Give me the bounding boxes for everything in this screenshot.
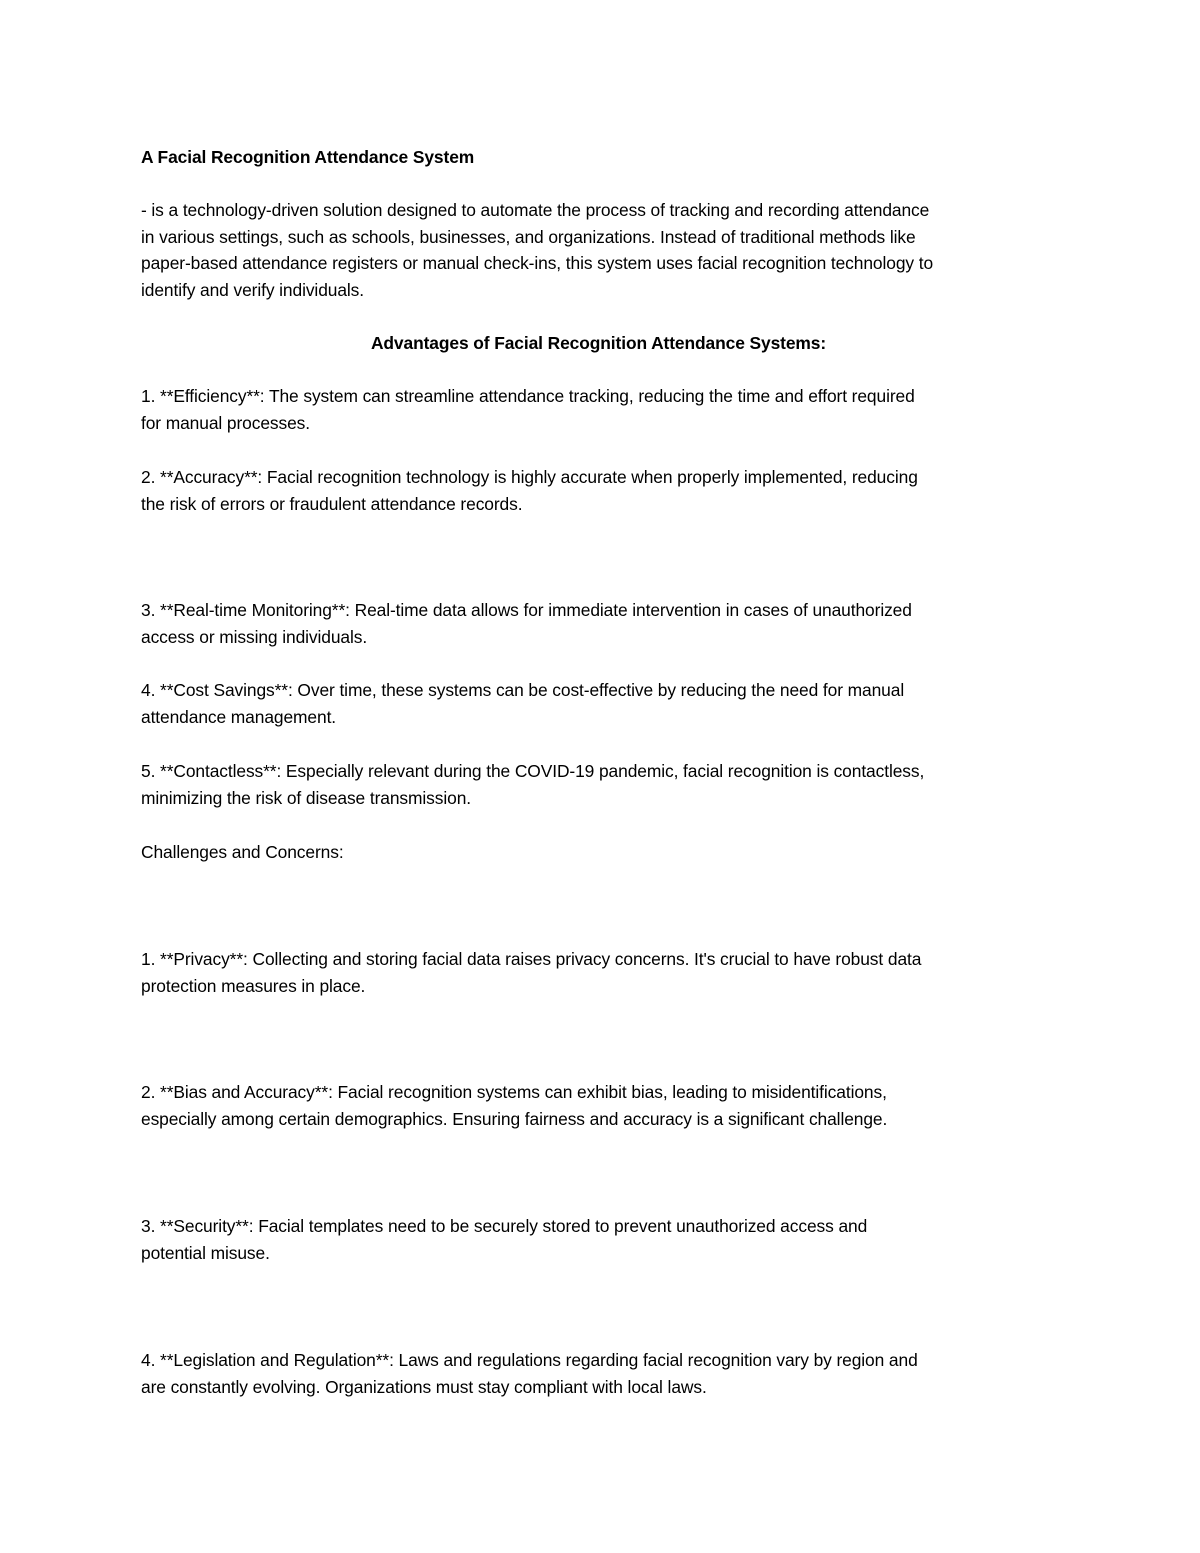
- advantage-item-contactless: [141, 758, 924, 811]
- intro-line: - is a technology-driven solution designed to automate the process of tracking and recording attendance: [141, 200, 930, 220]
- list-item-line: 2. **Accuracy**: Facial recognition technology is highly accurate when properly implemented, reducing: [141, 467, 918, 487]
- challenge-item-security: [141, 1213, 867, 1266]
- intro-paragraph: [141, 197, 933, 303]
- list-item-line: access or missing individuals.: [141, 626, 368, 647]
- list-item-line: attendance management.: [141, 706, 337, 727]
- list-item-line: 1. **Privacy**: Collecting and storing facial data raises privacy concerns. It's crucial to have robust data: [141, 949, 922, 969]
- advantage-item-accuracy: [141, 464, 918, 517]
- list-item-line: 3. **Real-time Monitoring**: Real-time data allows for immediate intervention in cases of unauthorized: [141, 600, 912, 620]
- intro-line: in various settings, such as schools, businesses, and organizations. Instead of traditional methods like: [141, 226, 916, 247]
- list-item-line: for manual processes.: [141, 412, 310, 433]
- list-item-line: potential misuse.: [141, 1242, 270, 1263]
- challenges-heading: Challenges and Concerns:: [141, 842, 344, 862]
- list-item-line: especially among certain demographics. Ensuring fairness and accuracy is a significant challenge.: [141, 1108, 888, 1129]
- advantage-item-real-time-monitoring: [141, 597, 912, 650]
- intro-line: identify and verify individuals.: [141, 279, 364, 300]
- list-item-line: 3. **Security**: Facial templates need to be securely stored to prevent unauthorized access and: [141, 1216, 868, 1236]
- list-item-line: protection measures in place.: [141, 975, 366, 996]
- challenge-item-bias-and-accuracy: [141, 1079, 887, 1132]
- list-item-line: 5. **Contactless**: Especially relevant during the COVID-19 pandemic, facial recognition is contactless,: [141, 761, 925, 781]
- list-item-line: 1. **Efficiency**: The system can streamline attendance tracking, reducing the time and effort required: [141, 386, 915, 406]
- list-item-line: 4. **Cost Savings**: Over time, these systems can be cost-effective by reducing the need for manual: [141, 680, 905, 700]
- advantages-heading: Advantages of Facial Recognition Attendance Systems:: [370, 333, 827, 353]
- advantage-item-cost-savings: [141, 677, 904, 730]
- list-item-line: minimizing the risk of disease transmission.: [141, 787, 472, 808]
- challenge-item-privacy: [141, 946, 921, 999]
- document-title: A Facial Recognition Attendance System: [141, 147, 475, 167]
- list-item-line: 4. **Legislation and Regulation**: Laws and regulations regarding facial recognition vary by region and: [141, 1350, 918, 1370]
- list-item-line: 2. **Bias and Accuracy**: Facial recognition systems can exhibit bias, leading to misidentifications,: [141, 1082, 887, 1102]
- intro-line: paper-based attendance registers or manual check-ins, this system uses facial recognition technology to: [141, 253, 934, 274]
- advantage-item-efficiency: [141, 383, 915, 436]
- challenge-item-legislation-and-regulation: [141, 1347, 918, 1400]
- list-item-line: the risk of errors or fraudulent attendance records.: [141, 493, 523, 514]
- list-item-line: are constantly evolving. Organizations must stay compliant with local laws.: [141, 1376, 707, 1397]
